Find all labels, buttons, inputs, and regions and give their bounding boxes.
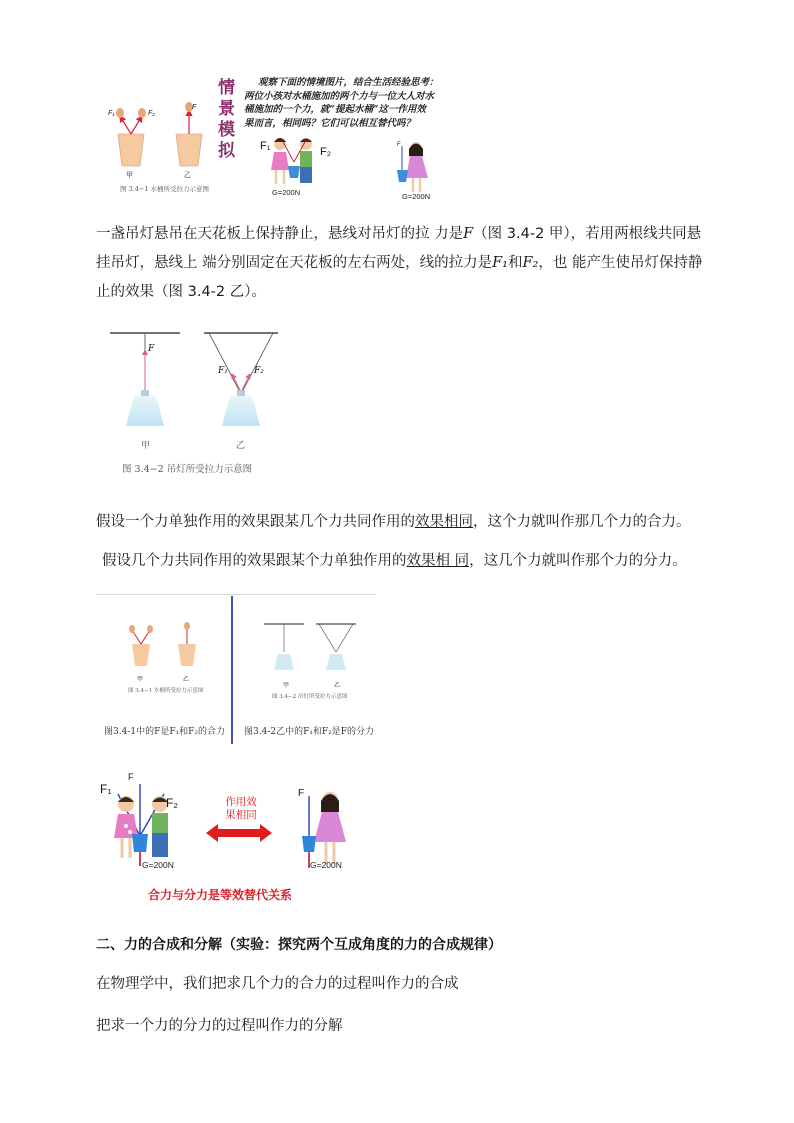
lamp-f-label: F <box>148 344 155 354</box>
bucket-f1-label: F₁ <box>108 110 115 117</box>
composition-definition: 在物理学中，我们把求几个力的合力的过程叫作力的合成 <box>96 976 459 992</box>
prompt-line: 果而言，相同吗？它们可以相互替代吗？ <box>244 117 416 129</box>
comparison-figure <box>96 594 386 744</box>
comparison-lamp-yi: 乙 <box>334 683 341 689</box>
bucket-jia-label: 甲 <box>126 172 133 179</box>
lamp-figure-caption: 图 3.4−2 吊灯所受拉力示意图 <box>122 464 253 475</box>
lamp-f1-label: F₁ <box>218 366 228 376</box>
equivalence-arrow-text <box>216 796 266 822</box>
equiv-adult-illustration <box>300 788 356 868</box>
equiv-adult-weight-label: G=200N <box>310 860 342 870</box>
scenario-side-title <box>218 78 238 162</box>
lamp-paragraph <box>96 220 706 307</box>
side-title-char: 景 <box>218 99 235 119</box>
def-text: 假设一个力单独作用的效果跟某几个力共同作用的 <box>96 514 415 530</box>
lamp-f2-label: F₂ <box>254 366 264 376</box>
bucket-f2-label: F₂ <box>148 110 155 117</box>
bucket-figure-caption: 图 3.4−1 水桶所受拉力示意图 <box>120 185 210 193</box>
figure-top-rule <box>96 594 376 595</box>
scenario-prompt <box>244 76 504 130</box>
comparison-bucket-jia: 甲 <box>137 677 144 683</box>
bucket-yi-label: 乙 <box>184 172 191 179</box>
equivalence-conclusion: 合力与分力是等效替代关系 <box>148 888 293 902</box>
kids-f1-label: F₁ <box>260 140 271 152</box>
equivalence-double-arrow <box>206 824 272 842</box>
force-f1-symbol: F₁ <box>492 255 508 271</box>
side-title-char: 拟 <box>218 141 235 161</box>
comparison-lamp-diagram <box>264 622 364 682</box>
comparison-bucket-yi: 乙 <box>183 677 190 683</box>
equiv-kids-f1-label: F₁ <box>100 782 112 796</box>
equiv-kids-weight-label: G=200N <box>142 860 174 870</box>
equiv-kids-f-label: F <box>128 772 134 782</box>
def-text: 假设几个力共同作用的效果跟某个力单独作用的 <box>102 553 407 569</box>
arrow-text-line: 作用效 <box>225 796 257 808</box>
def-text: ，这几个力就叫作那个力的分力。 <box>469 553 687 569</box>
para-text: ，也 能产生使吊灯保持静止的效果（图 3.4-2 乙）。 <box>96 255 703 300</box>
comparison-lamp-jia: 甲 <box>283 683 290 689</box>
kids-f2-label: F₂ <box>320 146 331 158</box>
comparison-bucket-diagram <box>114 622 214 672</box>
equiv-kids-f2-label: F₂ <box>166 796 178 810</box>
comparison-right-caption: 图 3.4−2 吊灯所受拉力示意图 <box>272 694 348 700</box>
bucket-f-label: F <box>192 104 197 111</box>
equivalence-figure <box>96 770 356 910</box>
side-title-char: 情 <box>218 78 235 98</box>
lamp-figure <box>108 326 288 478</box>
side-title-char: 模 <box>218 120 235 140</box>
prompt-line: 两位小孩对水桶施加的两个力与一位大人对水 <box>244 90 435 102</box>
lamp-force-diagram <box>108 326 288 451</box>
kids-carrying-bucket-illustration <box>260 134 330 192</box>
comparison-right-note: 图3.4-2乙中的F₁和F₂是F的分力 <box>244 727 375 737</box>
def-underline: 效果相 同 <box>406 553 470 569</box>
lamp-jia-label: 甲 <box>141 441 151 451</box>
force-f-symbol: F <box>463 226 474 242</box>
component-force-definition <box>102 547 742 576</box>
adult-carrying-bucket-illustration <box>394 140 434 194</box>
resultant-force-definition <box>96 508 736 537</box>
comparison-left-note: 图3.4-1中的F是F₁和F₂的合力 <box>104 727 226 737</box>
equiv-kids-illustration <box>102 776 188 866</box>
para-text: 和 <box>507 255 523 271</box>
prompt-line: 桶施加的一个力，就“提起水桶”这一作用效 <box>244 104 426 115</box>
arrow-text-line: 果相同 <box>225 809 257 821</box>
def-text: ，这个力就叫作那几个力的合力。 <box>473 514 691 530</box>
para-text: （图 3.4-2 甲），若用两根线共同悬挂吊灯，悬线上 端分别固定在天花板的左右两处，线的拉力是 <box>96 226 702 271</box>
adult-weight-label: G=200N <box>402 192 431 201</box>
force-f2-symbol: F₂ <box>522 255 539 271</box>
prompt-line: 观察下面的情境图片，结合生活经验思考： <box>258 77 439 88</box>
equiv-adult-f-label: F <box>298 788 305 799</box>
def-underline: 效果相同 <box>415 514 473 530</box>
decomposition-definition: 把求一个力的分力的过程叫作力的分解 <box>96 1018 343 1034</box>
figure-divider <box>231 596 233 744</box>
comparison-left-caption: 图 3.4−1 水桶所受拉力示意图 <box>128 688 204 694</box>
kids-weight-label: G=200N <box>272 188 301 197</box>
lamp-yi-label: 乙 <box>236 441 246 451</box>
scenario-figure <box>98 70 498 202</box>
para-text: 一盏吊灯悬吊在天花板上保持静止，悬线对吊灯的拉 力是 <box>96 226 464 242</box>
adult-f-label: F <box>397 142 401 148</box>
section-heading: 二、力的合成和分解（实验：探究两个互成角度的力的合成规律） <box>96 937 502 953</box>
